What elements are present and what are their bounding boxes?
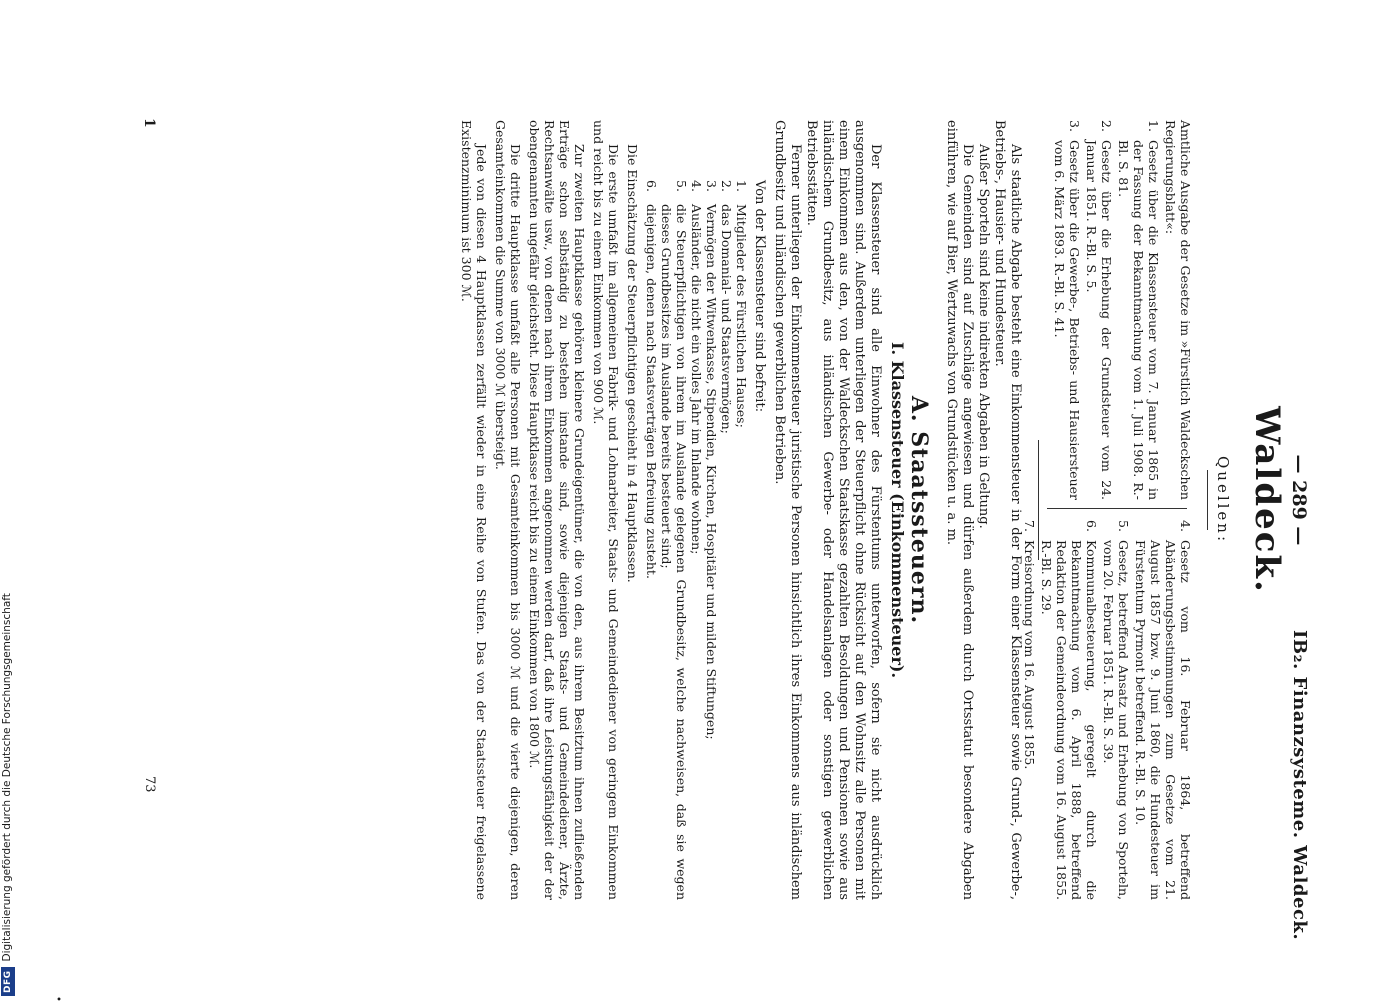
source-text: Gesetz, betreffend Ansatz und Erhebung von Sporteln, vom 20. Februar 1851. R.-Bl. S. 39. [1101, 540, 1131, 900]
list-text: diejenigen, denen nach Staatsverträgen Befreiung zusteht. [644, 204, 659, 579]
exempt-lead: Von der Klassensteuer sind befreit: [752, 180, 767, 413]
sources-intro: Amtliche Ausgabe der Gesetze im »Fürstlich Waldeckschen Regierungsblatt«: [1163, 120, 1193, 500]
sources-label: Quellen: [1214, 455, 1232, 545]
section-heading-a: A. Staatssteuern. [906, 395, 932, 625]
source-text: Gesetz über die Erhebung der Grundsteuer vom 24. Januar 1851. R.-Bl. S. 5. [1084, 140, 1114, 500]
paragraph: Zur zweiten Hauptklasse gehören kleinere Grundeigentümer, die von den, aus ihrem Besitztum ihnen zufließenden Erträge schon selbständig zu bestehen imstande sind, sowie diejenigen Staats- und Gemeindediener, Ärzte, Rechtsanwälte usw., von denen nach ihrem Einkommen angenommen werden darf, daß ihre Leistungsfähigkeit der der obengenannten ungefähr gleichsteht. Diese Hauptklasse reicht bis zu einem Einkommen von 1800 ℳ. [527, 120, 587, 900]
page-index: 73 [142, 776, 157, 793]
source-item [1022, 520, 1037, 900]
sources-left-column [1050, 120, 1193, 500]
body-text [459, 120, 1023, 900]
list-number: 2. [719, 180, 734, 192]
scan-speck: • [52, 996, 63, 1002]
list-item [644, 180, 659, 900]
sources-rule [1207, 470, 1208, 530]
source-text: Kommunalbesteuerung, geregelt durch die Bekanntmachung vom 6. April 1888, betreffend Redaktion der Gemeindeordnung vom 16. August 1855. R.-Bl. S. 29. [1039, 540, 1099, 900]
list-item [719, 180, 734, 900]
column-divider [1047, 508, 1187, 509]
digitization-text: Digitalisierung gefördert durch die Deutsche Forschungsgemeinschaft [1, 593, 13, 962]
list-text: Mitglieder des Fürstlichen Hauses; [734, 204, 749, 428]
sources-right-column [1020, 520, 1193, 900]
paragraph: Jede von diesen 4 Hauptklassen zerfällt wieder in eine Reihe von Stufen. Das von der Staatssteuer freigelassene Existenzminimum ist 300 ℳ. [459, 120, 489, 900]
list-text: Vermögen der Witwenkasse, Stipendien, Kirchen, Hospitäler und milden Stiftungen; [704, 204, 719, 740]
list-number: 5. [674, 180, 689, 192]
source-number: 7. [1022, 520, 1037, 532]
paragraph: Der Klassensteuer sind alle Einwohner des Fürstentums unterworfen, sofern sie nicht ausdrücklich ausgenommen sind. Außerdem unterliegen der Steuerpflicht ohne Rücksicht auf den Wohnsitz alle Personen mit einem Einkommen aus den, von der Waldeckschen Staatskasse gezahlten Besoldungen und Pensionen sowie aus inländischem Grundbesitz, aus inländischen Gewerbe- oder Handelsanlagen oder sonstigen gewerblichen Betriebsstätten. [804, 120, 883, 900]
source-number: 5. [1116, 520, 1131, 532]
paragraph: Als staatliche Abgabe besteht eine Einkommensteuer in der Form einer Klassensteuer sowie Grund-, Gewerbe-, Betriebs-, Hausier- und Hundesteuer. [992, 120, 1023, 900]
source-number: 6. [1084, 520, 1099, 532]
list-item [734, 180, 749, 900]
source-number: 4. [1178, 520, 1193, 532]
list-number: 6. [644, 180, 659, 192]
section-rule [1038, 440, 1039, 560]
paragraph: Die dritte Hauptklasse umfaßt alle Personen mit Gesamteinkommen bis 3000 ℳ und die vierte diejenigen, deren Gesamteinkommen die Summe von 3000 ℳ übersteigt. [493, 120, 523, 900]
page-title: Waldeck. [1247, 406, 1287, 594]
source-item [1039, 520, 1099, 900]
paragraph: Die Gemeinden sind auf Zuschläge angewiesen und dürfen außerdem durch Ortsstatut besondere Abgaben einführen, wie auf Bier, Wertzuwachs von Grundstücken u. a. m. [944, 120, 975, 900]
source-text: Gesetz über die Klassensteuer vom 7. Januar 1865 in der Fassung der Bekanntmachung vom 1. Juli 1908. R.-Bl. S. 81. [1116, 140, 1161, 500]
source-item [1116, 120, 1161, 500]
paragraph: Ferner unterliegen der Einkommensteuer juristische Personen hinsichtlich ihres Einkommens aus inländischem Grundbesitz und inländischen gewerblichen Betrieben. [772, 120, 803, 900]
list-text: Ausländer, die nicht ein volles Jahr im Inlande wohnen; [689, 204, 704, 555]
page-number: — 289 — [1288, 454, 1310, 546]
list-item [659, 180, 689, 900]
list-number: 1. [734, 180, 749, 192]
running-title: IB₂. Finanzsysteme. Waldeck. [1289, 630, 1310, 941]
paragraph: Die Einschätzung der Steuerpflichtigen geschieht in 4 Hauptklassen. [625, 144, 640, 583]
list-text: das Domanial- und Staatsvermögen; [719, 204, 734, 434]
source-item [1101, 520, 1131, 900]
list-item [704, 180, 719, 900]
source-item [1052, 120, 1082, 500]
dfg-logo-icon: DFG [1, 967, 15, 996]
paragraph: Die erste umfaßt im allgemeinen Fabrik- und Lohnarbeiter, Staats- und Gemeindediener von geringem Einkommen und reicht bis zu einem Einkommen von 900 ℳ. [591, 120, 621, 900]
source-number: 1. [1146, 120, 1161, 132]
list-number: 3. [704, 180, 719, 192]
signature-mark: 1 [141, 118, 157, 128]
source-item [1084, 120, 1114, 500]
digitization-notice [0, 0, 14, 1000]
source-number: 2. [1099, 120, 1114, 132]
source-text: Gesetz vom 16. Februar 1864, betreffend Abänderungsbestimmungen zum Gesetze vom 21. August 1857 bzw. 9. Juni 1860, die Hundesteuer im Fürstentum Pyrmont betreffend. R.-Bl. S. 10. [1133, 540, 1193, 900]
exempt-list [644, 180, 749, 900]
source-number: 3. [1067, 120, 1082, 132]
section-heading-i: I. Klassensteuer (Einkommensteuer). [888, 341, 907, 679]
list-text: die Steuerpflichtigen von ihrem im Auslande gelegenen Grundbesitz, welche nachweisen, daß sie wegen dieses Grundbesitzes im Auslande bereits besteuert sind; [659, 204, 689, 900]
source-text: Gesetz über die Gewerbe-, Betriebs- und Hausiersteuer vom 6. März 1893. R.-Bl. S. 41. [1052, 140, 1082, 500]
paragraph: Außer Sporteln sind keine indirekten Abgaben in Geltung. [976, 144, 991, 529]
list-number: 4. [689, 180, 704, 192]
list-item [689, 180, 704, 900]
source-item [1133, 520, 1193, 900]
source-text: Kreisordnung vom 16. August 1855. [1022, 540, 1037, 770]
